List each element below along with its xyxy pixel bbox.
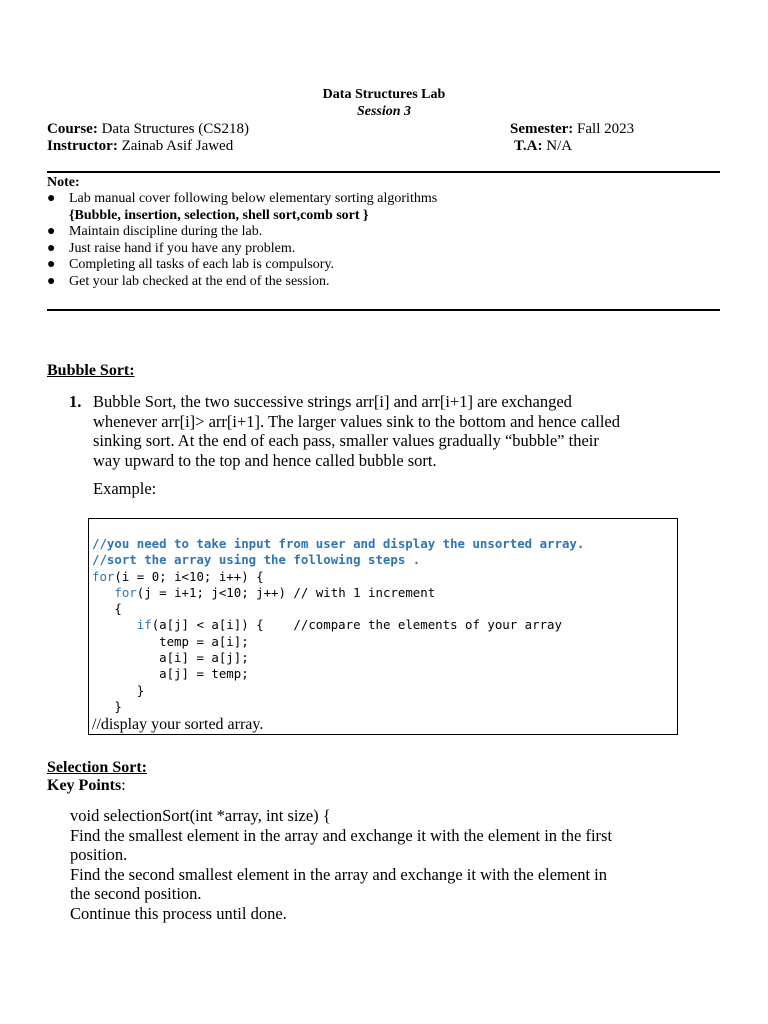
code-listing: //you need to take input from user and display the unsorted array. //sort the array using the following steps . for(i = 0; i<10; i++) { for(j = i+1; j<10; j++) // with 1 increment { if(a[j] < a[i]) { //compare the elements of your array temp = a[i]; a[i] = a[j]; a[j] = temp; } } [92, 536, 585, 714]
note-item: ● Lab manual cover following below elementary sorting algorithms [47, 191, 438, 206]
instructor-line [47, 138, 233, 155]
note-heading: Note: [47, 175, 80, 190]
course-label: Course: [47, 121, 98, 137]
note-item: ● Completing all tasks of each lab is compulsory. [47, 257, 335, 273]
session-subtitle: Session 3 [356, 104, 412, 119]
ta-value: N/A [546, 138, 573, 154]
instructor-value: Zainab Asif Jawed [121, 138, 234, 154]
course-value: Data Structures (CS218) [101, 121, 250, 137]
document-title: Data Structures Lab [322, 87, 446, 102]
note-item-algorithms: {Bubble, insertion, selection, shell sort,comb sort } [69, 207, 369, 223]
example-label: Example: [93, 479, 157, 498]
bullet-icon: ● [47, 240, 56, 256]
top-divider [47, 171, 720, 173]
bubble-sort-heading: Bubble Sort: [47, 362, 135, 379]
ta-line [514, 138, 572, 155]
instructor-label: Instructor: [47, 138, 118, 154]
semester-value: Fall 2023 [577, 121, 635, 137]
bottom-divider [47, 309, 720, 311]
selection-sort-heading: Selection Sort: [47, 759, 147, 776]
bubble-description: Bubble Sort, the two successive strings arr[i] and arr[i+1] are exchanged whenever arr[i]> arr[i+1]. The larger values sink to the bottom and hence called sinking sort. At the end of each pass, smaller values gradually “bubble” their way upward to the top and hence called bubble sort. [93, 392, 621, 470]
note-item: ● Just raise hand if you have any problem. [47, 240, 296, 256]
item-number: 1. [69, 392, 82, 411]
note-item: ● Maintain discipline during the lab. [47, 224, 263, 240]
bullet-icon: ● [47, 191, 56, 206]
key-points-label: Key Points [47, 777, 122, 794]
course-line [47, 121, 249, 138]
note-item: ● Get your lab checked at the end of the session. [47, 273, 330, 289]
key-points-line: Key Points: [47, 777, 126, 794]
bullet-icon: ● [47, 257, 56, 273]
bullet-icon: ● [47, 273, 56, 289]
code-footer: //display your sorted array. [92, 716, 264, 733]
ta-label: T.A: [514, 138, 543, 154]
selection-description: void selectionSort(int *array, int size) { Find the smallest element in the array and exchange it with the element in the first position. Find the second smallest element in the array and exchange it with the element in the second position. Continue this process until done. [70, 806, 613, 923]
bullet-icon: ● [47, 224, 56, 240]
semester-line [510, 121, 634, 138]
note-list [47, 191, 727, 291]
semester-label: Semester: [510, 121, 574, 137]
